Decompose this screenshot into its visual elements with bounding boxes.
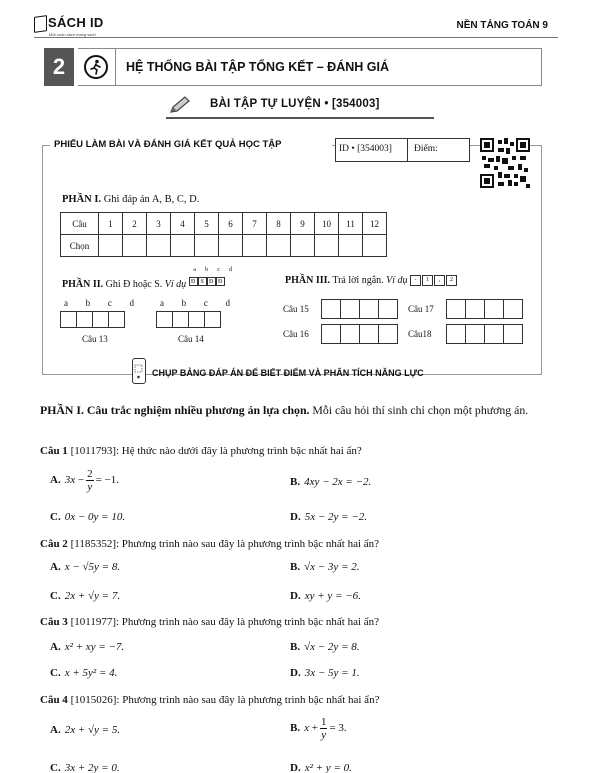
snap-divider-right [474,374,542,375]
part1-instruction [62,194,199,205]
example-box: 1 [422,275,433,286]
qnum-cell: 7 [243,213,267,235]
qnum-cell: 6 [219,213,243,235]
answer-box[interactable] [378,299,398,319]
part2-example [189,267,237,287]
qnum-cell: 3 [147,213,171,235]
tf-caption: Câu 13 [82,334,108,344]
qnum-cell: 4 [171,213,195,235]
tf-letter: d [129,298,134,308]
qnum-cell: 11 [339,213,363,235]
short-answer-17 [408,299,533,321]
example-box: 2 [446,275,457,286]
answer-box[interactable] [340,324,360,344]
tf-boxes [60,311,124,328]
section-number: 2 [44,48,74,86]
tf-letter: a [160,298,164,308]
section-divider [115,48,116,86]
question-2 [40,536,555,553]
part1-intro [40,402,555,419]
qnum-cell: 9 [291,213,315,235]
exercise-underline [166,117,434,119]
question-label: Câu 4 [40,694,68,706]
question-code: [1011977]: [70,616,120,628]
qnum-cell: 12 [363,213,387,235]
q3-option-d-text: 3x − 5y = 1. [304,667,360,679]
q4-option-b[interactable]: B. x + $\frac{1}{y}$ = 3. [290,716,347,741]
answer-box[interactable] [446,324,466,344]
part3-example [410,275,457,286]
q3-option-a[interactable]: A. x² + xy = −7. [50,641,125,653]
answer-cell[interactable] [291,235,315,257]
q2-option-b-text: √x − 3y = 2. [304,561,360,573]
q1-option-c-text: 0x − 0y = 10. [64,511,126,523]
q3-option-c[interactable]: C. x + 5y² = 4. [50,667,118,679]
sheet-id: ID • [354003] [336,139,408,161]
phone-camera-icon [132,358,146,384]
qnum-cell: 5 [195,213,219,235]
question-label: Câu 3 [40,616,68,628]
short-answer-16 [283,324,403,346]
part2-instruction [62,267,237,290]
example-box: Đ [207,277,216,286]
q2-option-d[interactable]: D. xy + y = −6. [290,590,361,602]
short-answer-label: Câu 15 [283,304,309,314]
header-divider [34,37,558,38]
tf-letter: c [203,298,208,308]
question-label: Câu 2 [40,538,68,550]
answer-box[interactable] [465,299,485,319]
q3-option-c-text: x + 5y² = 4. [64,667,118,679]
short-answer-boxes [321,299,397,319]
tf-letter: c [107,298,112,308]
exercise-title: BÀI TẬP TỰ LUYỆN • [354003] [210,98,380,110]
q1-option-a[interactable]: A. 3x − $\frac{2}{y}$ = −1. [50,468,119,493]
part3-text: Trả lời ngắn. [332,275,384,286]
tf-box[interactable] [76,311,93,328]
answer-box[interactable] [484,299,504,319]
answer-box[interactable] [446,299,466,319]
question-4 [40,692,555,709]
tf-box[interactable] [92,311,109,328]
part3-instruction [285,275,457,286]
qnum-cell: 2 [123,213,147,235]
qnum-cell: 10 [315,213,339,235]
short-answer-label: Câu 17 [408,304,434,314]
answer-cell[interactable] [219,235,243,257]
example-letter: d [229,267,233,273]
q3-option-d[interactable]: D. 3x − 5y = 1. [290,667,360,679]
question-label: Câu 1 [40,445,68,457]
q2-option-c[interactable]: C. 2x + √y = 7. [50,590,121,602]
example-letter: b [205,267,209,273]
score-label: Điểm: [414,144,438,154]
row-head-chon: Chọn [61,235,99,257]
part2-text: Ghi Đ hoặc S. [105,279,163,290]
q3-option-b[interactable]: B. √x − 2y = 8. [290,641,360,653]
q3-option-a-text: x² + xy = −7. [64,641,125,653]
question-number-row [61,213,387,235]
pencil-icon [168,95,192,115]
question-1 [40,443,555,460]
short-answer-18 [408,324,533,346]
section-title: HỆ THỐNG BÀI TẬP TỔNG KẾT – ĐÁNH GIÁ [126,60,389,74]
intro-text: Mỗi câu hỏi thí sinh chỉ chọn một phương án. [312,403,529,417]
brand-logo [34,14,120,38]
running-person-icon [84,55,108,79]
qr-code-icon[interactable] [480,138,530,188]
answer-cell[interactable] [363,235,387,257]
answer-cell[interactable] [267,235,291,257]
answer-box[interactable] [465,324,485,344]
tf-boxes [156,311,220,328]
answer-cell[interactable] [147,235,171,257]
q2-option-d-text: xy + y = −6. [304,590,361,602]
answer-box[interactable] [321,299,341,319]
tf-letter: b [85,298,91,308]
answer-table [60,212,387,257]
question-code: [1185352]: [70,538,120,550]
example-letter: a [193,267,196,273]
tf-caption: Câu 14 [178,334,204,344]
answer-box[interactable] [503,299,523,319]
part1-text: Ghi đáp án A, B, C, D. [103,194,200,205]
tf-letter: d [225,298,230,308]
q4-option-d-text: x² + y = 0. [304,762,352,773]
answer-cell[interactable] [315,235,339,257]
intro-heading: PHẦN I. Câu trắc nghiệm nhiều phương án lựa chọn. [40,403,310,417]
q2-option-a[interactable]: A. x − √5y = 8. [50,561,121,573]
answer-cell[interactable] [99,235,123,257]
tf-box[interactable] [172,311,189,328]
example-box: Đ [216,277,225,286]
question-3 [40,614,555,631]
question-text: Hệ thức nào dưới đây là phương trình bậc nhất hai ẩn? [121,445,362,457]
question-text: Phương trình nào sau đây là phương trình bậc nhất hai ẩn? [121,538,380,550]
tf-box[interactable] [156,311,173,328]
answer-box[interactable] [359,324,379,344]
logo-tagline: Một cuốn sách mang sách [49,32,96,37]
snap-divider-left [42,374,126,375]
qnum-cell: 1 [99,213,123,235]
part3-example-label: Ví dụ [386,275,408,286]
q4-option-c-text: 3x + 2y = 0. [64,762,120,773]
answer-box[interactable] [340,299,360,319]
q2-option-c-text: 2x + √y = 7. [64,590,121,602]
q1-option-d[interactable]: D. 5x − 2y = −2. [290,511,367,523]
short-answer-boxes [321,324,397,344]
q1-option-d-text: 5x − 2y = −2. [304,511,367,523]
id-score-box [335,138,470,162]
example-letter: c [217,267,220,273]
part2-label: PHẦN II. [62,279,104,290]
example-box: S [198,277,207,286]
q1-option-b-text: 4xy − 2x = −2. [304,476,372,488]
qnum-cell: 8 [267,213,291,235]
answer-box[interactable] [359,299,379,319]
short-answer-boxes [446,324,522,344]
answer-cell[interactable] [243,235,267,257]
tf-box[interactable] [204,311,221,328]
q4-option-c[interactable]: C. 3x + 2y = 0. [50,762,120,773]
answer-box[interactable] [484,324,504,344]
answer-row [61,235,387,257]
tf-letters [160,298,230,308]
tf-box[interactable] [188,311,205,328]
part1-label: PHẦN I. [62,194,102,205]
short-answer-boxes [446,299,522,319]
example-box: , [434,275,445,286]
tf-letters [64,298,134,308]
q1-option-b[interactable]: B. 4xy − 2x = −2. [290,476,372,488]
q2-option-b[interactable]: B. √x − 3y = 2. [290,561,360,573]
snap-instruction: CHỤP BẢNG ĐÁP ÁN ĐỂ BIẾT ĐIỂM VÀ PHÂN TÍCH NĂNG LỰC [152,368,424,378]
series-title: NỀN TẢNG TOÁN 9 [456,20,548,31]
tf-question-14 [156,298,236,348]
tf-box[interactable] [108,311,125,328]
book-icon [34,15,47,33]
part2-example-letters [189,267,237,273]
tf-letter: a [64,298,68,308]
question-text: Phương trình nào sau đây là phương trình bậc nhất hai ẩn? [122,694,380,706]
q3-option-b-text: √x − 2y = 8. [304,641,360,653]
tf-box[interactable] [60,311,77,328]
short-answer-label: Câu 16 [283,329,309,339]
part3-label: PHẦN III. [285,275,331,286]
answer-box[interactable] [378,324,398,344]
answer-cell[interactable] [123,235,147,257]
tf-letter: b [181,298,187,308]
short-answer-15 [283,299,403,321]
question-text: Phương trình nào sau đây là phương trình bậc nhất hai ẩn? [121,616,380,628]
answer-box[interactable] [503,324,523,344]
row-head-cau: Câu [61,213,99,235]
answer-cell[interactable] [339,235,363,257]
answer-cell[interactable] [171,235,195,257]
answer-sheet-title: PHIẾU LÀM BÀI VÀ ĐÁNH GIÁ KẾT QUẢ HỌC TẬP [54,139,282,150]
part2-example-label: Ví dụ [164,279,187,290]
logo-text: SÁCH ID [48,15,104,30]
short-answer-label: Câu18 [408,329,432,339]
q4-option-a-text: 2x + √y = 5. [64,724,121,736]
q4-option-d[interactable]: D. x² + y = 0. [290,762,352,773]
question-code: [1015026]: [70,694,120,706]
tf-question-13 [60,298,140,348]
q1-option-c[interactable]: C. 0x − 0y = 10. [50,511,126,523]
example-box: - [410,275,421,286]
example-box: Đ [189,277,198,286]
answer-cell[interactable] [195,235,219,257]
q2-option-a-text: x − √5y = 8. [64,561,121,573]
answer-box[interactable] [321,324,341,344]
q4-option-a[interactable]: A. 2x + √y = 5. [50,724,121,736]
question-code: [1011793]: [70,445,120,457]
